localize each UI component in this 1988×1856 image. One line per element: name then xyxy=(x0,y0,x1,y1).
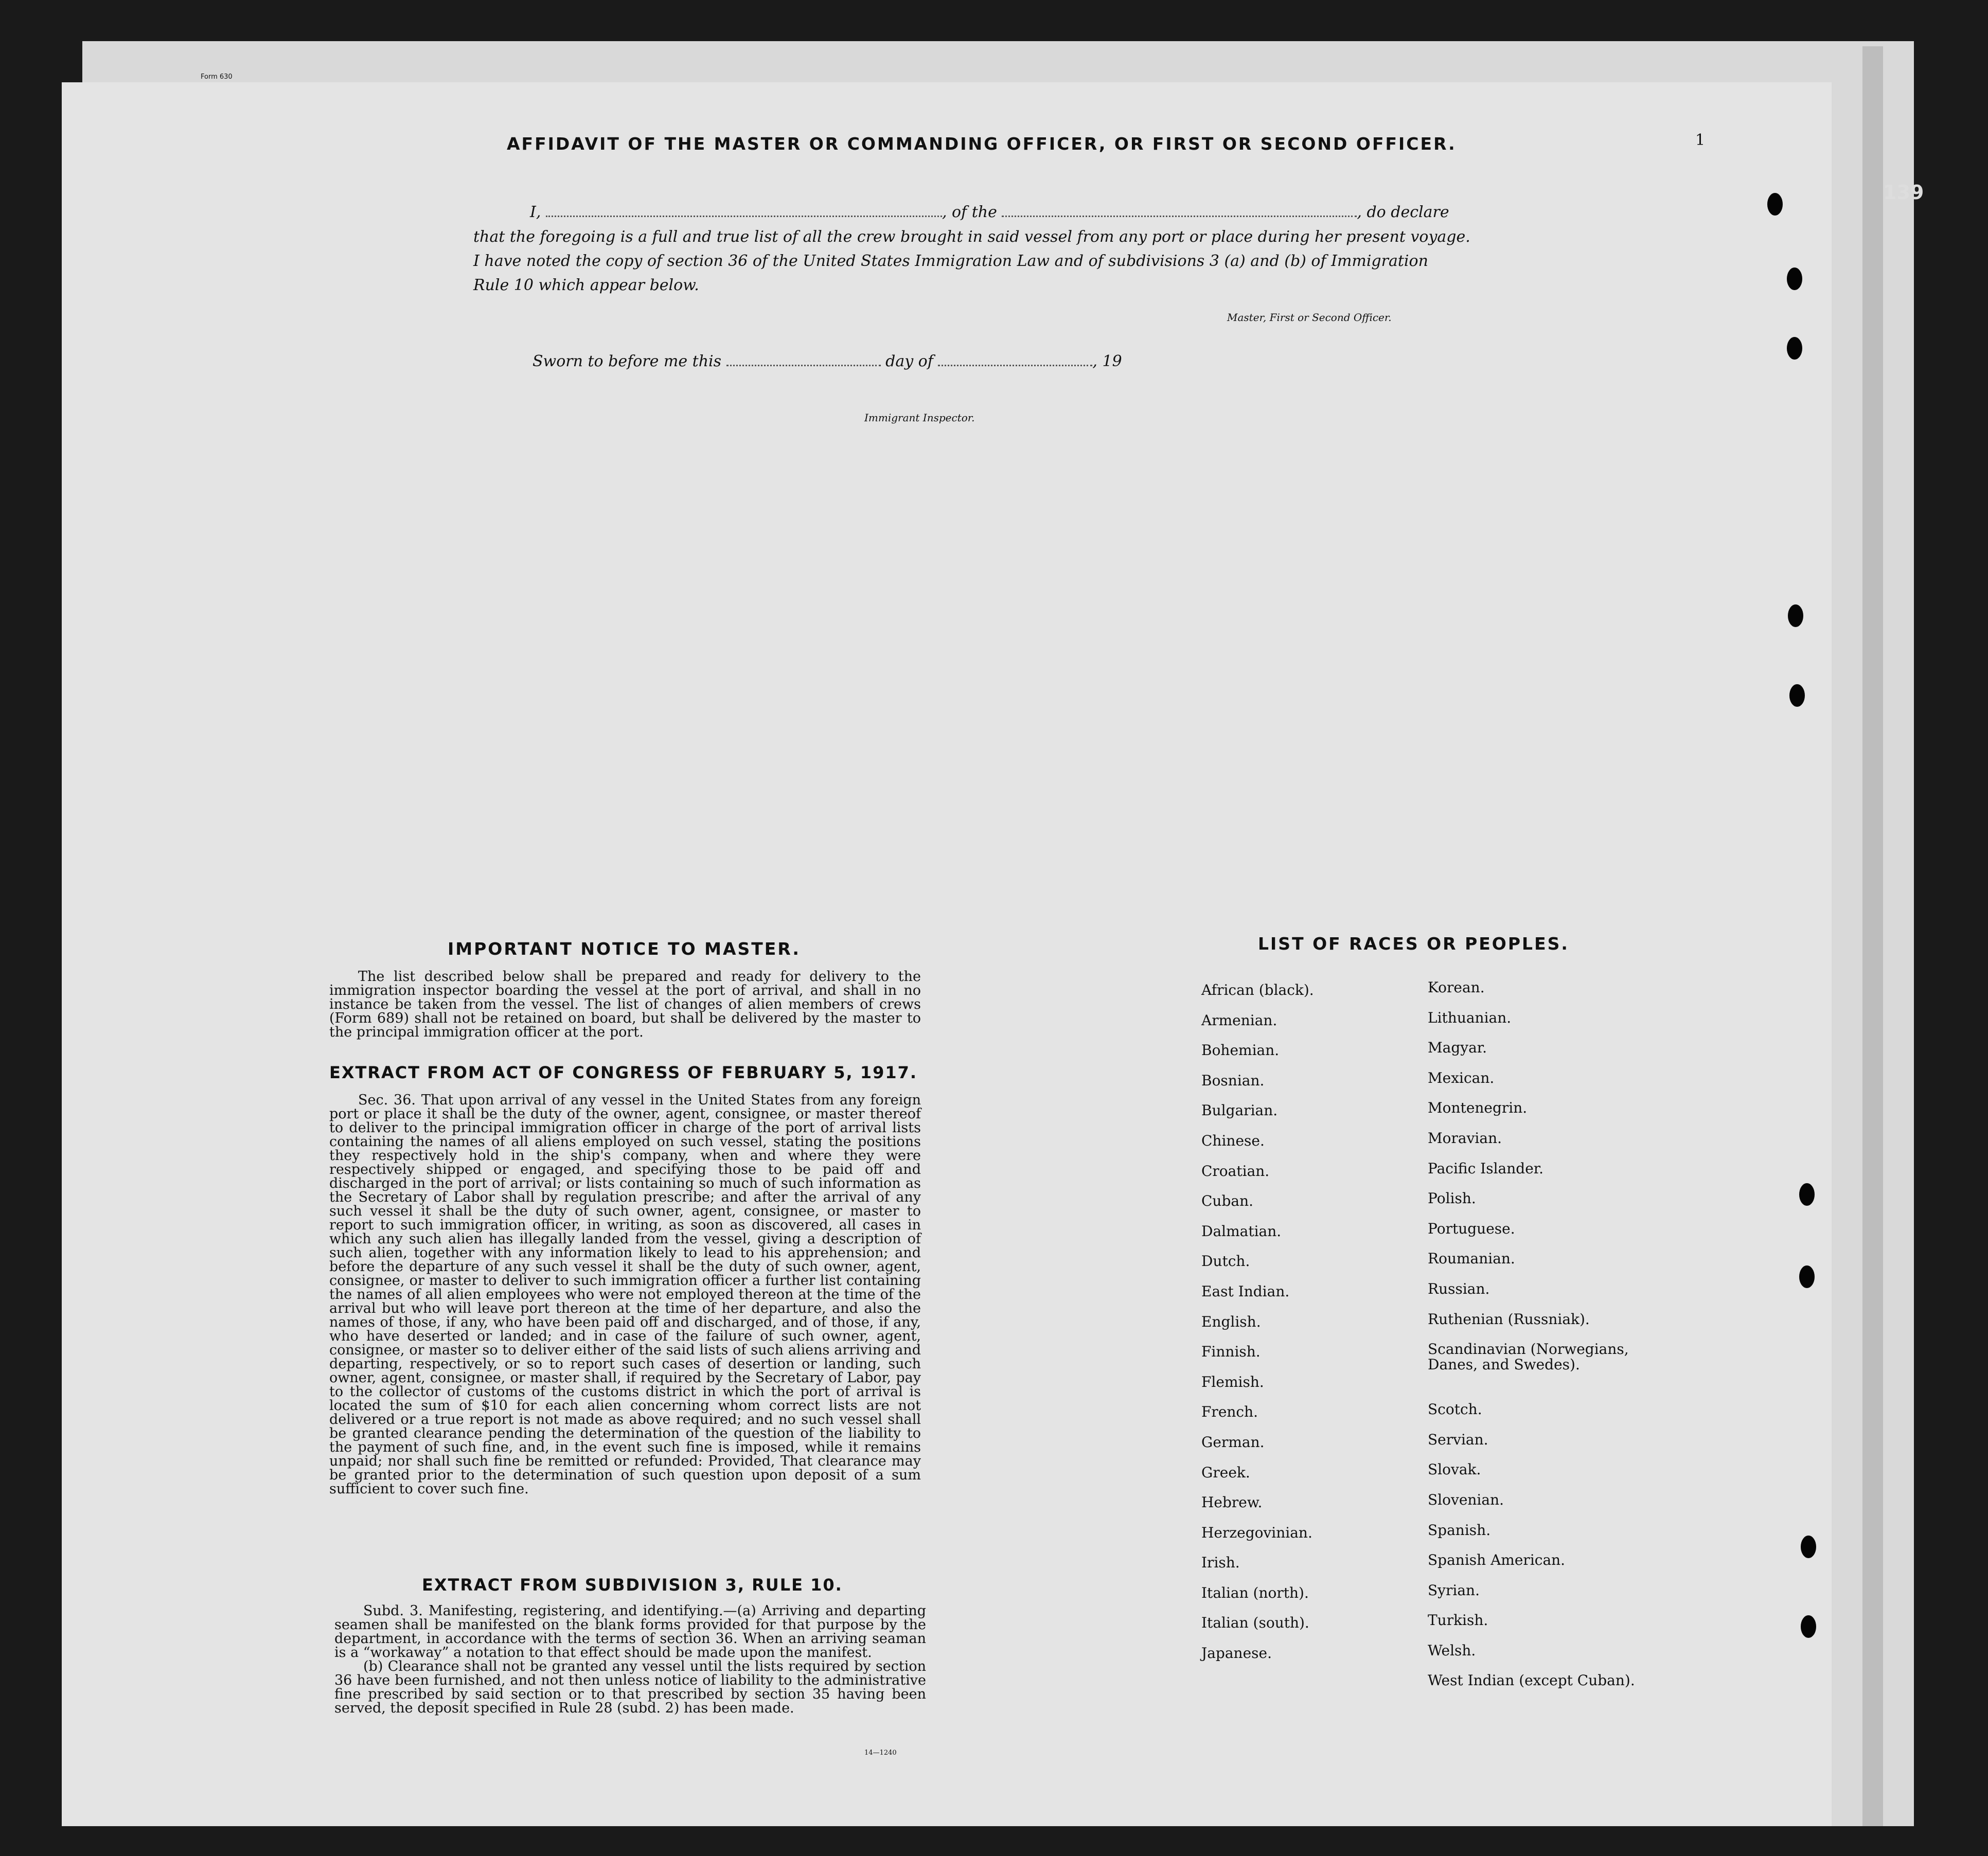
affidavit-title: AFFIDAVIT OF THE MASTER OR COMMANDING OFFICER, OR FIRST OR SECOND OFFICER. xyxy=(507,134,1457,154)
race-item: Scotch. xyxy=(1428,1401,1482,1418)
day-field[interactable] xyxy=(726,362,881,366)
month-field[interactable] xyxy=(938,362,1092,366)
notice-body xyxy=(329,970,921,1039)
punch-hole xyxy=(1789,684,1805,707)
punch-hole xyxy=(1801,1536,1816,1558)
print-code: 14—1240 xyxy=(864,1749,897,1757)
race-item: Bohemian. xyxy=(1201,1042,1280,1059)
race-item: Flemish. xyxy=(1201,1373,1264,1390)
race-item: Ruthenian (Russniak). xyxy=(1428,1310,1590,1328)
notice-text: The list described below shall be prepared and ready for delivery to the immigration inspector boarding the vessel at the port of arrival, and shall in no instance be taken from the vessel. The list of changes of alien members of crews (Form 689) shall not be retained on board, but shall be delivered by the master to the principal immigration officer at the port. xyxy=(329,969,921,1040)
punch-hole xyxy=(1787,267,1802,290)
race-item: Roumanian. xyxy=(1428,1250,1515,1268)
act-title: EXTRACT FROM ACT OF CONGRESS OF FEBRUARY 5, 1917. xyxy=(329,1063,918,1082)
affidavit-line2: that the foregoing is a full and true list of all the crew brought in said vessel from any port or place during her present voyage. xyxy=(473,228,1470,246)
race-item: Japanese. xyxy=(1201,1645,1272,1662)
affidavit-line3: I have noted the copy of section 36 of the United States Immigration Law and of subdivisions 3 (a) and (b) of Immigration xyxy=(473,252,1428,270)
race-item: Cuban. xyxy=(1201,1192,1254,1210)
race-item: Dalmatian. xyxy=(1201,1222,1282,1240)
race-item: Mexican. xyxy=(1428,1069,1495,1086)
page-edge xyxy=(1862,46,1883,1826)
races-right-column xyxy=(1428,980,1644,1703)
affidavit-i: I, xyxy=(530,203,541,221)
race-item: Scandinavian (Norwegians, Danes, and Swedes). xyxy=(1428,1341,1629,1373)
rule-title: EXTRACT FROM SUBDIVISION 3, RULE 10. xyxy=(422,1575,843,1595)
race-item: English. xyxy=(1201,1313,1261,1330)
affidavit-declare: , do declare xyxy=(1357,203,1449,221)
race-item: Hebrew. xyxy=(1201,1494,1263,1511)
master-caption: Master, First or Second Officer. xyxy=(1227,311,1392,324)
race-item: Bulgarian. xyxy=(1201,1102,1278,1119)
races-left-column xyxy=(1201,983,1314,1676)
race-item: Polish. xyxy=(1428,1190,1476,1207)
race-item: Pacific Islander. xyxy=(1428,1159,1543,1177)
race-item: Syrian. xyxy=(1428,1581,1480,1599)
punch-hole xyxy=(1788,604,1803,627)
affidavit-line4: Rule 10 which appear below. xyxy=(473,276,699,294)
punch-hole xyxy=(1801,1615,1816,1638)
rule-para-a: Subd. 3. Manifesting, registering, and identifying.—(a) Arriving and departing seamen shall be manifested on the blank forms provided for that purpose by the department, in accordance with the terms of section 36. When an arriving seaman is a “workaway” a notation to that effect should be made upon the manifest. xyxy=(334,1603,926,1661)
punch-hole xyxy=(1799,1183,1815,1206)
act-body xyxy=(329,1093,921,1496)
race-item: Spanish. xyxy=(1428,1521,1491,1539)
race-item: Spanish American. xyxy=(1428,1551,1566,1569)
rule-body xyxy=(334,1604,926,1715)
race-item: Slovenian. xyxy=(1428,1491,1504,1508)
race-item: Russian. xyxy=(1428,1280,1490,1297)
race-item: Servian. xyxy=(1428,1431,1488,1448)
day-of-text: day of xyxy=(885,352,933,370)
race-item: Turkish. xyxy=(1428,1612,1488,1629)
race-item: Italian (south). xyxy=(1201,1614,1309,1632)
punch-hole xyxy=(1787,337,1802,360)
page-number: 139 xyxy=(1883,181,1924,204)
affidavit-of-the: , of the xyxy=(942,203,997,221)
race-item: Slovak. xyxy=(1428,1461,1481,1478)
sworn-text: Sworn to before me this xyxy=(532,352,722,370)
race-item: Portuguese. xyxy=(1428,1220,1515,1237)
race-item: Moravian. xyxy=(1428,1129,1502,1147)
form-label: Form 630 xyxy=(201,73,233,81)
race-item: Korean. xyxy=(1428,979,1485,996)
race-item: Bosnian. xyxy=(1201,1072,1265,1089)
race-item: West Indian (except Cuban). xyxy=(1428,1672,1635,1689)
race-item: Welsh. xyxy=(1428,1641,1476,1659)
vessel-field[interactable] xyxy=(1002,212,1357,217)
year-text: , 19 xyxy=(1092,352,1122,370)
name-field[interactable] xyxy=(546,212,942,217)
notice-title: IMPORTANT NOTICE TO MASTER. xyxy=(448,939,801,959)
race-item: Greek. xyxy=(1201,1464,1250,1481)
punch-hole xyxy=(1799,1265,1815,1288)
race-item: Magyar. xyxy=(1428,1039,1487,1057)
rule-para-b: (b) Clearance shall not be granted any vessel until the lists required by section 36 have been furnished, and not then unless notice of liability to the administrative fine prescribed by said section or to that prescribed by section 35 having been served, the deposit specified in Rule 28 (subd. 2) has been made. xyxy=(334,1658,926,1716)
race-item: German. xyxy=(1201,1433,1265,1451)
sworn-line xyxy=(532,352,1122,370)
punch-hole xyxy=(1767,193,1783,216)
race-item: Chinese. xyxy=(1201,1132,1265,1149)
race-item: African (black). xyxy=(1201,981,1314,998)
race-item: Croatian. xyxy=(1201,1162,1270,1180)
race-item: Irish. xyxy=(1201,1554,1240,1572)
inspector-caption: Immigrant Inspector. xyxy=(864,412,975,424)
act-text: Sec. 36. That upon arrival of any vessel in the United States from any foreign port or place it shall be the duty of the owner, agent, consignee, or master thereof to deliver to the principal immigration officer in charge of the port of arrival lists containing the names of all aliens employed on such vessel, stating the positions they respectively hold in the ship's company, when and where they were respectively shipped or engaged, and specifying those to be paid off and discharged in the port of arrival; or lists containing so much of such information as the Secretary of Labor shall by regulation prescribe; and after the arrival of any such vessel it shall be the duty of such owner, agent, consignee, or master to report to such immigration officer, in writing, as soon as discovered, all cases in which any such alien has illegally landed from the vessel, giving a description of such alien, together with any information likely to lead to his apprehension; and before the departure of any such vessel it shall be the duty of such owner, agent, consignee, or master to deliver to such immigration officer a further list containing the names of all alien employees who were not employed thereon at the time of the arrival but who will leave port thereon at the time of her departure, and also the names of those, if any, who have been paid off and discharged, and of those, if any, who have deserted or landed; and in case of the failure of such owner, agent, consignee, or master so to deliver either of the said lists of such aliens arriving and departing, respectively, or so to report such cases of desertion or landing, such owner, agent, consignee, or master shall, if required by the Secretary of Labor, pay to the collector of customs of the customs district in which the port of arrival is located the sum of $10 for each alien concerning whom correct lists are not delivered or a true report is not made as above required; and no such vessel shall be granted clearance pending the determination of the question of the liability to the payment of such fine, and, in the event such fine is imposed, while it remains unpaid; nor shall such fine be remitted or refunded: Provided, That clearance may be granted prior to the determination of such question upon deposit of a sum sufficient to cover such fine. xyxy=(329,1092,921,1497)
race-item: East Indian. xyxy=(1201,1282,1290,1300)
races-title: LIST OF RACES OR PEOPLES. xyxy=(1258,934,1569,954)
race-item: Armenian. xyxy=(1201,1011,1277,1029)
affidavit-line1 xyxy=(530,203,1449,221)
race-item: Lithuanian. xyxy=(1428,1009,1512,1026)
race-item: Herzegovinian. xyxy=(1201,1524,1312,1541)
race-item: Dutch. xyxy=(1201,1253,1250,1270)
race-item: French. xyxy=(1201,1403,1258,1421)
race-item: Finnish. xyxy=(1201,1343,1261,1361)
race-item: Montenegrin. xyxy=(1428,1099,1528,1117)
race-item: Italian (north). xyxy=(1201,1584,1309,1601)
corner-mark: 1 xyxy=(1695,131,1706,149)
